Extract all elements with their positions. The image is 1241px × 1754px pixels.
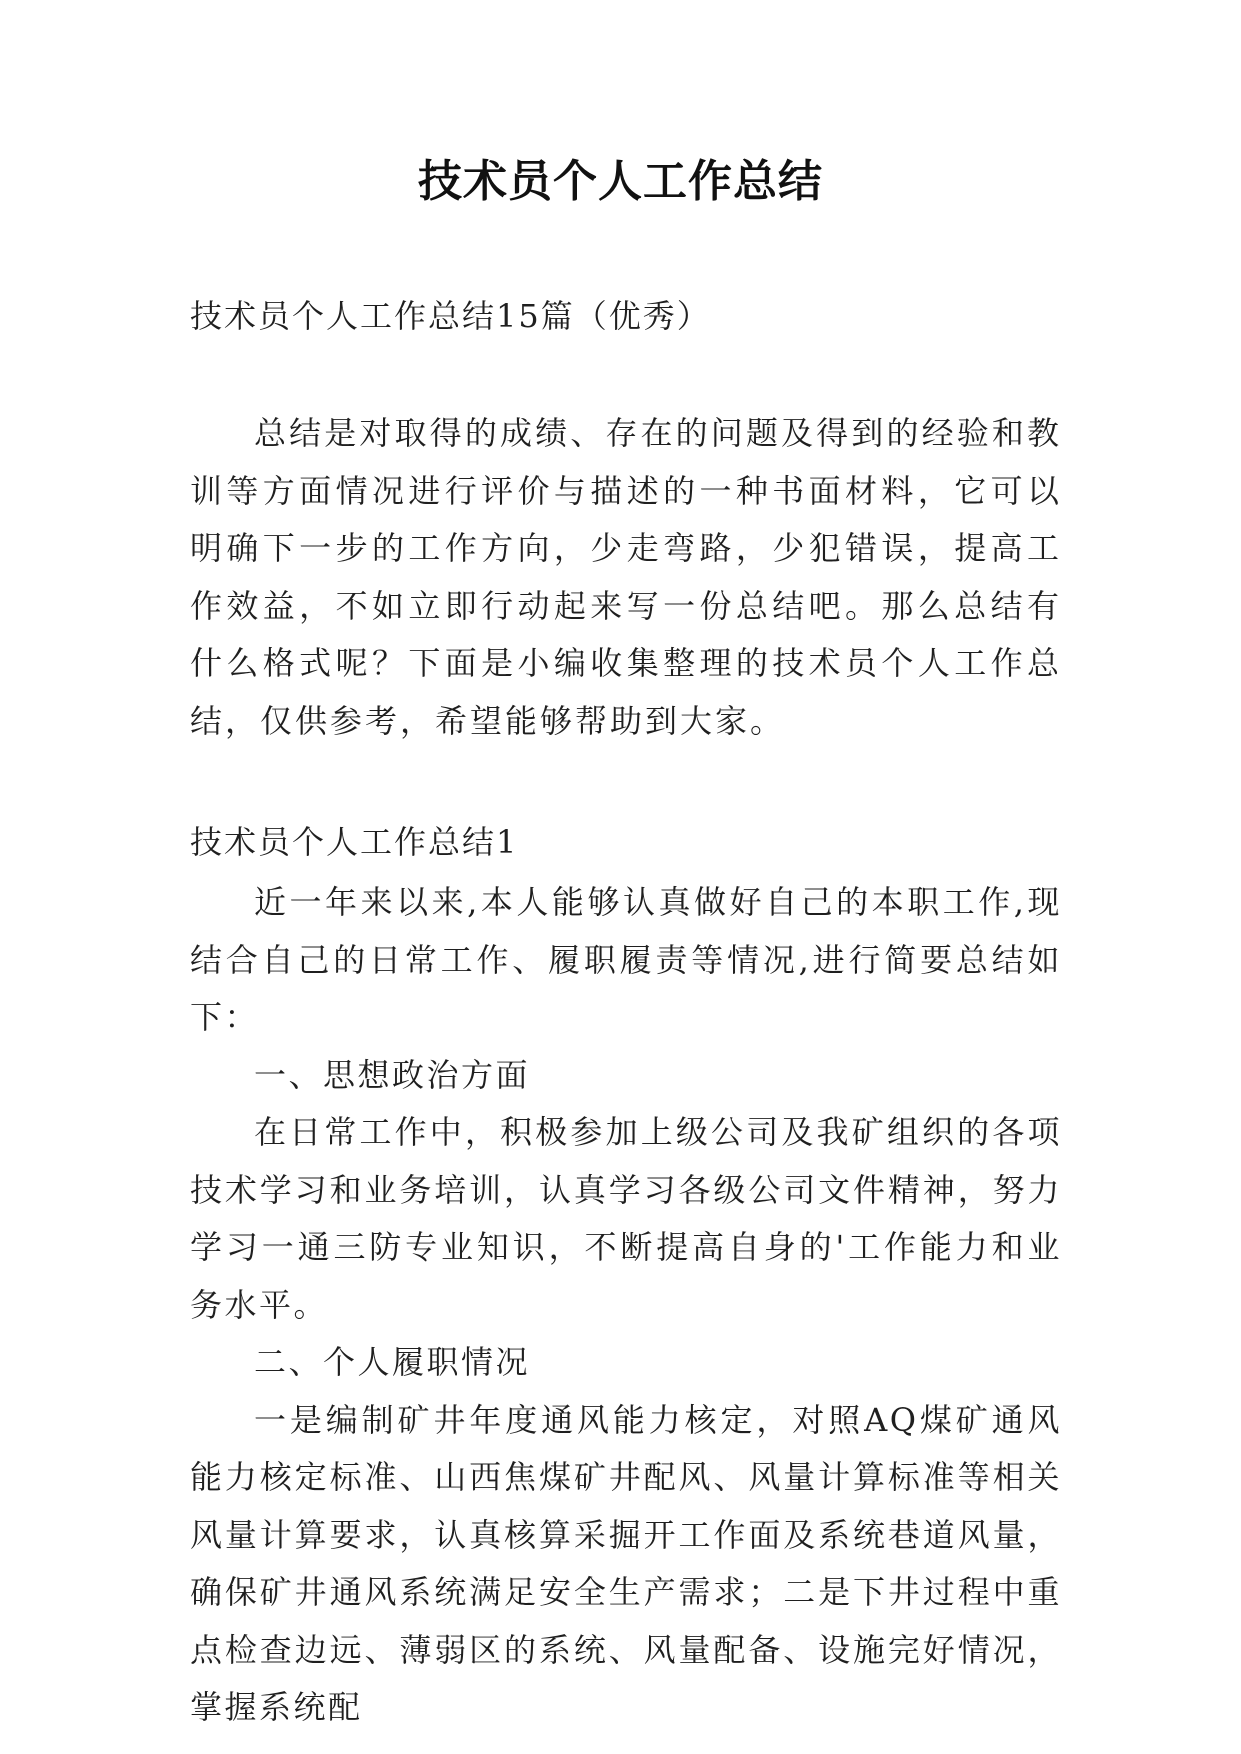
- section-1-body: [190, 874, 1062, 1737]
- section-1-subheading-1: 一、思想政治方面: [254, 1055, 531, 1094]
- document-title: 技术员个人工作总结: [418, 156, 823, 207]
- section-1-paragraph-3: 一是编制矿井年度通风能力核定，对照AQ煤矿通风能力核定标准、山西焦煤矿井配风、风量计算标准等相关风量计算要求，认真核算采掘开工作面及系统巷道风量，确保矿井通风系统满足安全生产需求；二是下井过程中重点检查边远、薄弱区的系统、风量配备、设施完好情况，掌握系统配: [190, 1400, 1062, 1726]
- section-1-heading: 技术员个人工作总结1: [190, 823, 519, 861]
- intro-paragraph: 总结是对取得的成绩、存在的问题及得到的经验和教训等方面情况进行评价与描述的一种书面材料，它可以明确下一步的工作方向，少走弯路，少犯错误，提高工作效益，不如立即行动起来写一份总结吧。那么总结有什么格式呢？下面是小编收集整理的技术员个人工作总结，仅供参考，希望能够帮助到大家。: [190, 414, 1062, 740]
- section-1-subheading-2: 二、个人履职情况: [254, 1343, 531, 1381]
- section-1-paragraph-1: 近一年来以来,本人能够认真做好自己的本职工作,现结合自己的日常工作、履职履责等情况,进行简要总结如下：: [190, 883, 1062, 1036]
- section-1-paragraph-2: 在日常工作中，积极参加上级公司及我矿组织的各项技术学习和业务培训，认真学习各级公司文件精神，努力学习一通三防专业知识，不断提高自身的'工作能力和业务水平。: [190, 1113, 1062, 1324]
- document-subtitle: 技术员个人工作总结15篇（优秀）: [190, 297, 711, 335]
